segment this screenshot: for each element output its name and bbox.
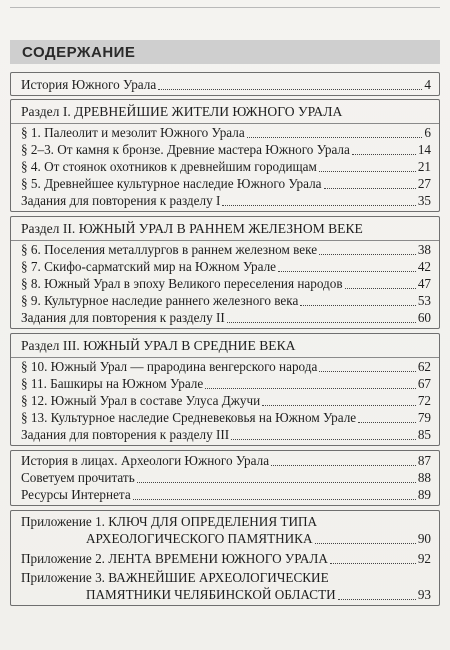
toc-entry[interactable]: Советуем прочитать 88 bbox=[21, 470, 431, 485]
dot-leader bbox=[137, 482, 416, 483]
top-rule bbox=[10, 7, 440, 30]
toc-entry[interactable]: § 7. Скифо-сарматский мир на Южном Урале 42 bbox=[21, 259, 431, 274]
section-2-title[interactable]: Раздел II. ЮЖНЫЙ УРАЛ В РАННЕМ ЖЕЛЕЗНОМ ВЕКЕ bbox=[21, 221, 363, 236]
entry-page: 4 bbox=[424, 77, 431, 92]
toc-entry[interactable] bbox=[21, 77, 431, 93]
toc-entry[interactable]: Задания для повторения к разделу I 35 bbox=[21, 193, 431, 208]
toc-header-bar bbox=[10, 40, 440, 64]
dot-leader bbox=[338, 599, 416, 600]
appendices-box bbox=[10, 510, 440, 606]
toc-entry[interactable]: § 10. Южный Урал — прародина венгерского народа 62 bbox=[21, 359, 431, 374]
dot-leader bbox=[222, 205, 415, 206]
dot-leader bbox=[319, 254, 416, 255]
appendix-3-entry[interactable]: ПАМЯТНИКИ ЧЕЛЯБИНСКОЙ ОБЛАСТИ 93 bbox=[86, 587, 431, 602]
section-3-title[interactable]: Раздел III. ЮЖНЫЙ УРАЛ В СРЕДНИЕ ВЕКА bbox=[21, 338, 296, 353]
toc-entry[interactable]: § 11. Башкиры на Южном Урале 67 bbox=[21, 376, 431, 391]
dot-leader bbox=[231, 439, 416, 440]
intro-box bbox=[10, 72, 440, 96]
section-divider bbox=[11, 357, 439, 358]
entry-title: История Южного Урала bbox=[21, 77, 157, 92]
toc-entry[interactable]: § 2–3. От камня к бронзе. Древние мастера Южного Урала 14 bbox=[21, 142, 431, 157]
dot-leader bbox=[330, 563, 416, 564]
toc-entry[interactable]: § 6. Поселения металлургов в раннем железном веке 38 bbox=[21, 242, 431, 257]
appendix-2-entry[interactable]: Приложение 2. ЛЕНТА ВРЕМЕНИ ЮЖНОГО УРАЛА 92 bbox=[21, 551, 431, 566]
toc-title: СОДЕРЖАНИЕ bbox=[22, 44, 136, 61]
dot-leader bbox=[227, 322, 416, 323]
section-1-box bbox=[10, 99, 440, 212]
section-divider bbox=[11, 240, 439, 241]
dot-leader bbox=[300, 305, 415, 306]
section-1-title[interactable]: Раздел I. ДРЕВНЕЙШИЕ ЖИТЕЛИ ЮЖНОГО УРАЛА bbox=[21, 104, 343, 119]
dot-leader bbox=[324, 188, 416, 189]
dot-leader bbox=[315, 543, 416, 544]
toc-entry[interactable]: § 8. Южный Урал в эпоху Великого переселения народов 47 bbox=[21, 276, 431, 291]
appendix-1-line1[interactable]: Приложение 1. КЛЮЧ ДЛЯ ОПРЕДЕЛЕНИЯ ТИПА bbox=[21, 514, 318, 529]
section-3-box bbox=[10, 333, 440, 446]
appendix-1-entry[interactable]: АРХЕОЛОГИЧЕСКОГО ПАМЯТНИКА 90 bbox=[86, 531, 431, 546]
toc-entry[interactable]: Ресурсы Интернета 89 bbox=[21, 487, 431, 502]
dot-leader bbox=[133, 499, 416, 500]
toc-entry[interactable]: § 13. Культурное наследие Средневековья на Южном Урале 79 bbox=[21, 410, 431, 425]
toc-entry[interactable]: Задания для повторения к разделу II 60 bbox=[21, 310, 431, 325]
toc-entry[interactable]: § 12. Южный Урал в составе Улуса Джучи 72 bbox=[21, 393, 431, 408]
appendix-3-line1[interactable]: Приложение 3. ВАЖНЕЙШИЕ АРХЕОЛОГИЧЕСКИЕ bbox=[21, 570, 329, 585]
dot-leader bbox=[319, 371, 415, 372]
dot-leader bbox=[271, 465, 416, 466]
section-divider bbox=[11, 123, 439, 124]
toc-entry[interactable]: Задания для повторения к разделу III 85 bbox=[21, 427, 431, 442]
toc-entry[interactable]: История в лицах. Археологи Южного Урала 87 bbox=[21, 453, 431, 468]
toc-entry[interactable]: § 4. От стоянок охотников к древнейшим городищам 21 bbox=[21, 159, 431, 174]
dot-leader bbox=[205, 388, 416, 389]
section-2-box bbox=[10, 216, 440, 329]
extras-box bbox=[10, 450, 440, 506]
toc-entry[interactable]: § 5. Древнейшее культурное наследие Южного Урала 27 bbox=[21, 176, 431, 191]
dot-leader bbox=[247, 137, 423, 138]
dot-leader bbox=[319, 171, 416, 172]
dot-leader bbox=[352, 154, 416, 155]
dot-leader bbox=[345, 288, 416, 289]
dot-leader bbox=[262, 405, 416, 406]
dot-leader bbox=[358, 422, 416, 423]
dot-leader bbox=[278, 271, 416, 272]
toc-entry[interactable]: § 1. Палеолит и мезолит Южного Урала 6 bbox=[21, 125, 431, 140]
dot-leader bbox=[158, 89, 422, 90]
toc-entry[interactable]: § 9. Культурное наследие раннего железного века 53 bbox=[21, 293, 431, 308]
